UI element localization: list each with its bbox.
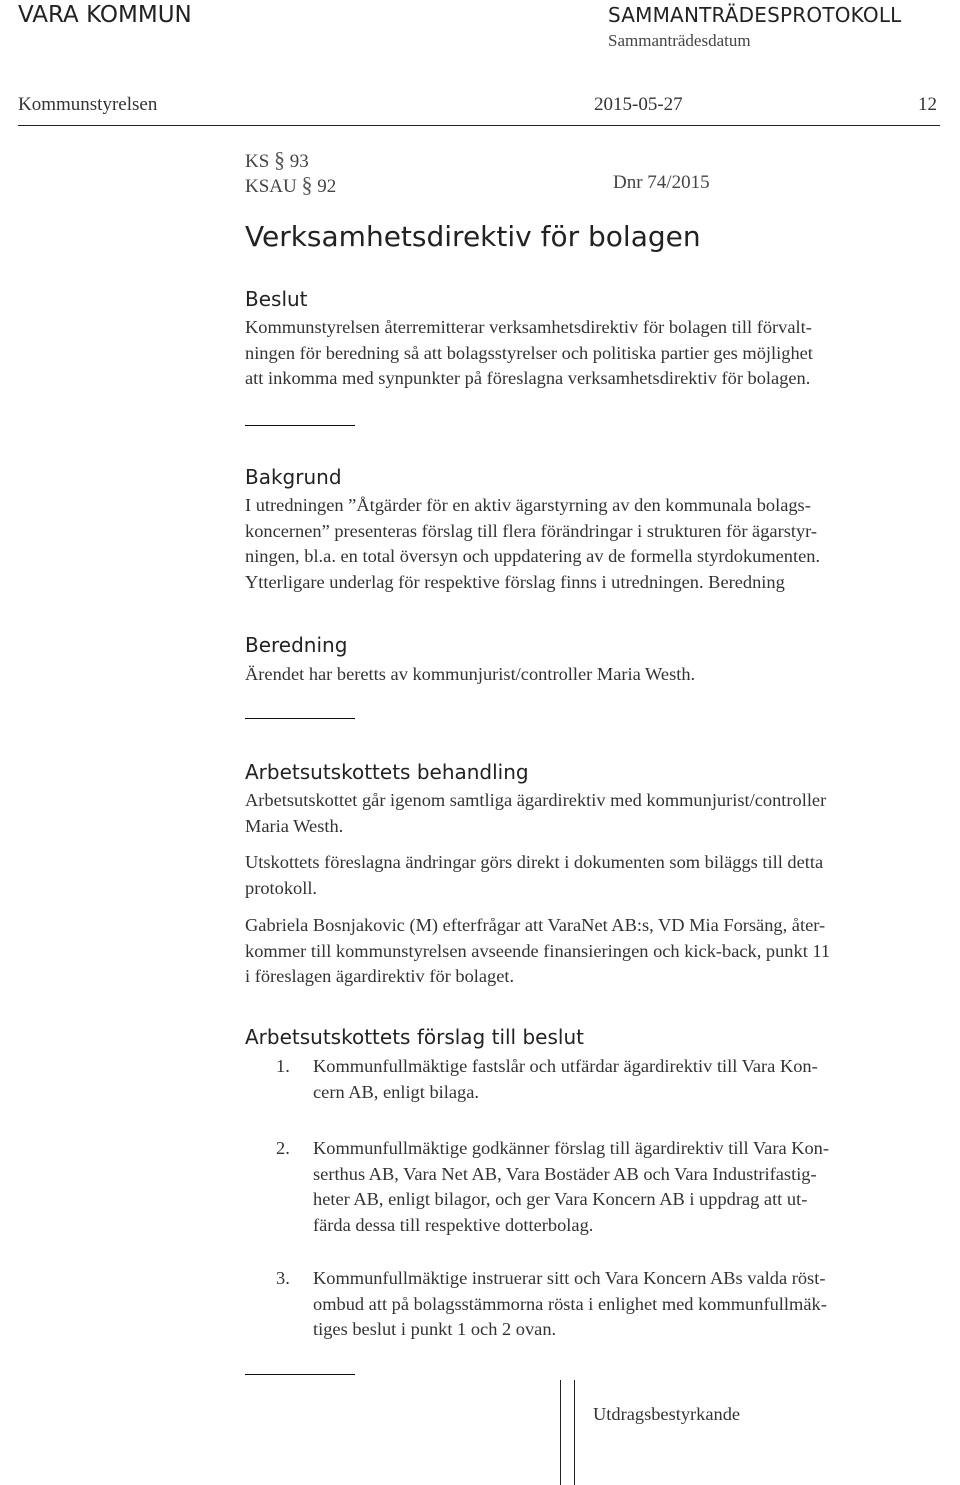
list-item (313, 1054, 818, 1105)
ks-reference (245, 147, 309, 173)
text-line: Kommunfullmäktige godkänner förslag till ägardirektiv till Vara Kon- (313, 1138, 830, 1158)
text-line: protokoll. (245, 877, 318, 898)
text-line: Ärendet har beretts av kommunjurist/controller Maria Westh. (245, 664, 696, 684)
meeting-date: 2015-05-27 (594, 94, 683, 115)
text-line: serthus AB, Vara Net AB, Vara Bostäder AB och Vara Industrifastig- (313, 1163, 817, 1184)
text-line: ningen, bl.a. en total översyn och uppdatering av de formella styrdokumenten. (245, 546, 821, 566)
page-number: 12 (918, 94, 937, 115)
section-sign: § (301, 172, 313, 197)
ks-label: KS (245, 151, 270, 172)
list-item (313, 1266, 827, 1343)
bakgrund-heading: Bakgrund (245, 465, 342, 489)
text-line: heter AB, enligt bilagor, och ger Vara Koncern AB i uppdrag att ut- (313, 1189, 808, 1209)
page-title: Verksamhetsdirektiv för bolagen (245, 220, 701, 253)
behandling-paragraph-2 (245, 850, 945, 901)
ksau-number: 92 (317, 176, 337, 197)
text-line: Ytterligare underlag för respektive förslag finns i utredningen. Beredning (245, 571, 785, 592)
text-line: Arbetsutskottet går igenom samtliga ägardirektiv med kommunjurist/controller (245, 790, 827, 810)
list-item-number: 1. (276, 1056, 290, 1076)
text-line: Kommunfullmäktige fastslår och utfärdar ägardirektiv till Vara Kon- (313, 1056, 818, 1076)
forslag-heading: Arbetsutskottets förslag till beslut (245, 1025, 584, 1049)
committee-name: Kommunstyrelsen (18, 94, 158, 115)
municipality-name: VARA KOMMUN (18, 2, 192, 28)
text-line: ombud att på bolagsstämmorna rösta i enlighet med kommunfullmäk- (313, 1293, 827, 1314)
section-separator (245, 425, 355, 426)
text-line: I utredningen ”Åtgärder för en aktiv ägarstyrning av den kommunala bolags- (245, 495, 811, 515)
signature-label: Utdragsbestyrkande (593, 1404, 741, 1424)
beredning-paragraph (245, 662, 945, 688)
text-line: Kommunfullmäktige instruerar sitt och Vara Koncern ABs valda röst- (313, 1268, 826, 1288)
header-divider (18, 125, 940, 126)
behandling-paragraph-3 (245, 913, 945, 990)
ks-number: 93 (289, 151, 309, 172)
behandling-paragraph-1 (245, 788, 945, 839)
text-line: Kommunstyrelsen återremitterar verksamhetsdirektiv för bolagen till förvalt- (245, 317, 812, 337)
ksau-reference (245, 172, 336, 198)
text-line: i föreslagen ägardirektiv för bolaget. (245, 966, 515, 986)
section-separator (245, 718, 355, 719)
signature-divider (574, 1380, 575, 1485)
text-line: Gabriela Bosnjakovic (M) efterfrågar att VaraNet AB:s, VD Mia Forsäng, åter- (245, 915, 826, 935)
beredning-heading: Beredning (245, 633, 348, 657)
list-item-number: 2. (276, 1138, 290, 1158)
text-line: färda dessa till respektive dotterbolag. (313, 1214, 594, 1235)
beslut-heading: Beslut (245, 287, 308, 311)
text-line: att inkomma med synpunkter på föreslagna verksamhetsdirektiv för bolagen. (245, 368, 811, 388)
beslut-paragraph (245, 315, 945, 392)
text-line: ningen för beredning så att bolagsstyrelser och politiska partier ges möjlighet (245, 342, 813, 363)
diary-number: Dnr 74/2015 (613, 172, 710, 193)
list-item (313, 1136, 829, 1238)
behandling-heading: Arbetsutskottets behandling (245, 760, 529, 784)
text-line: cern AB, enligt bilaga. (313, 1081, 479, 1102)
document-type: SAMMANTRÄDESPROTOKOLL (608, 3, 902, 27)
text-line: koncernen” presenteras förslag till flera förändringar i strukturen för ägarstyr- (245, 520, 818, 541)
text-line: Maria Westh. (245, 815, 344, 836)
text-line: tiges beslut i punkt 1 och 2 ovan. (313, 1319, 557, 1339)
list-item-number: 3. (276, 1268, 290, 1288)
meeting-date-label: Sammanträdesdatum (608, 31, 751, 50)
ksau-label: KSAU (245, 176, 297, 197)
section-separator (245, 1374, 355, 1375)
signature-divider (560, 1380, 561, 1485)
text-line: kommer till kommunstyrelsen avseende finansieringen och kick-back, punkt 11 (245, 940, 831, 961)
section-sign: § (274, 147, 286, 172)
bakgrund-paragraph (245, 493, 945, 595)
text-line: Utskottets föreslagna ändringar görs direkt i dokumenten som biläggs till detta (245, 852, 824, 872)
